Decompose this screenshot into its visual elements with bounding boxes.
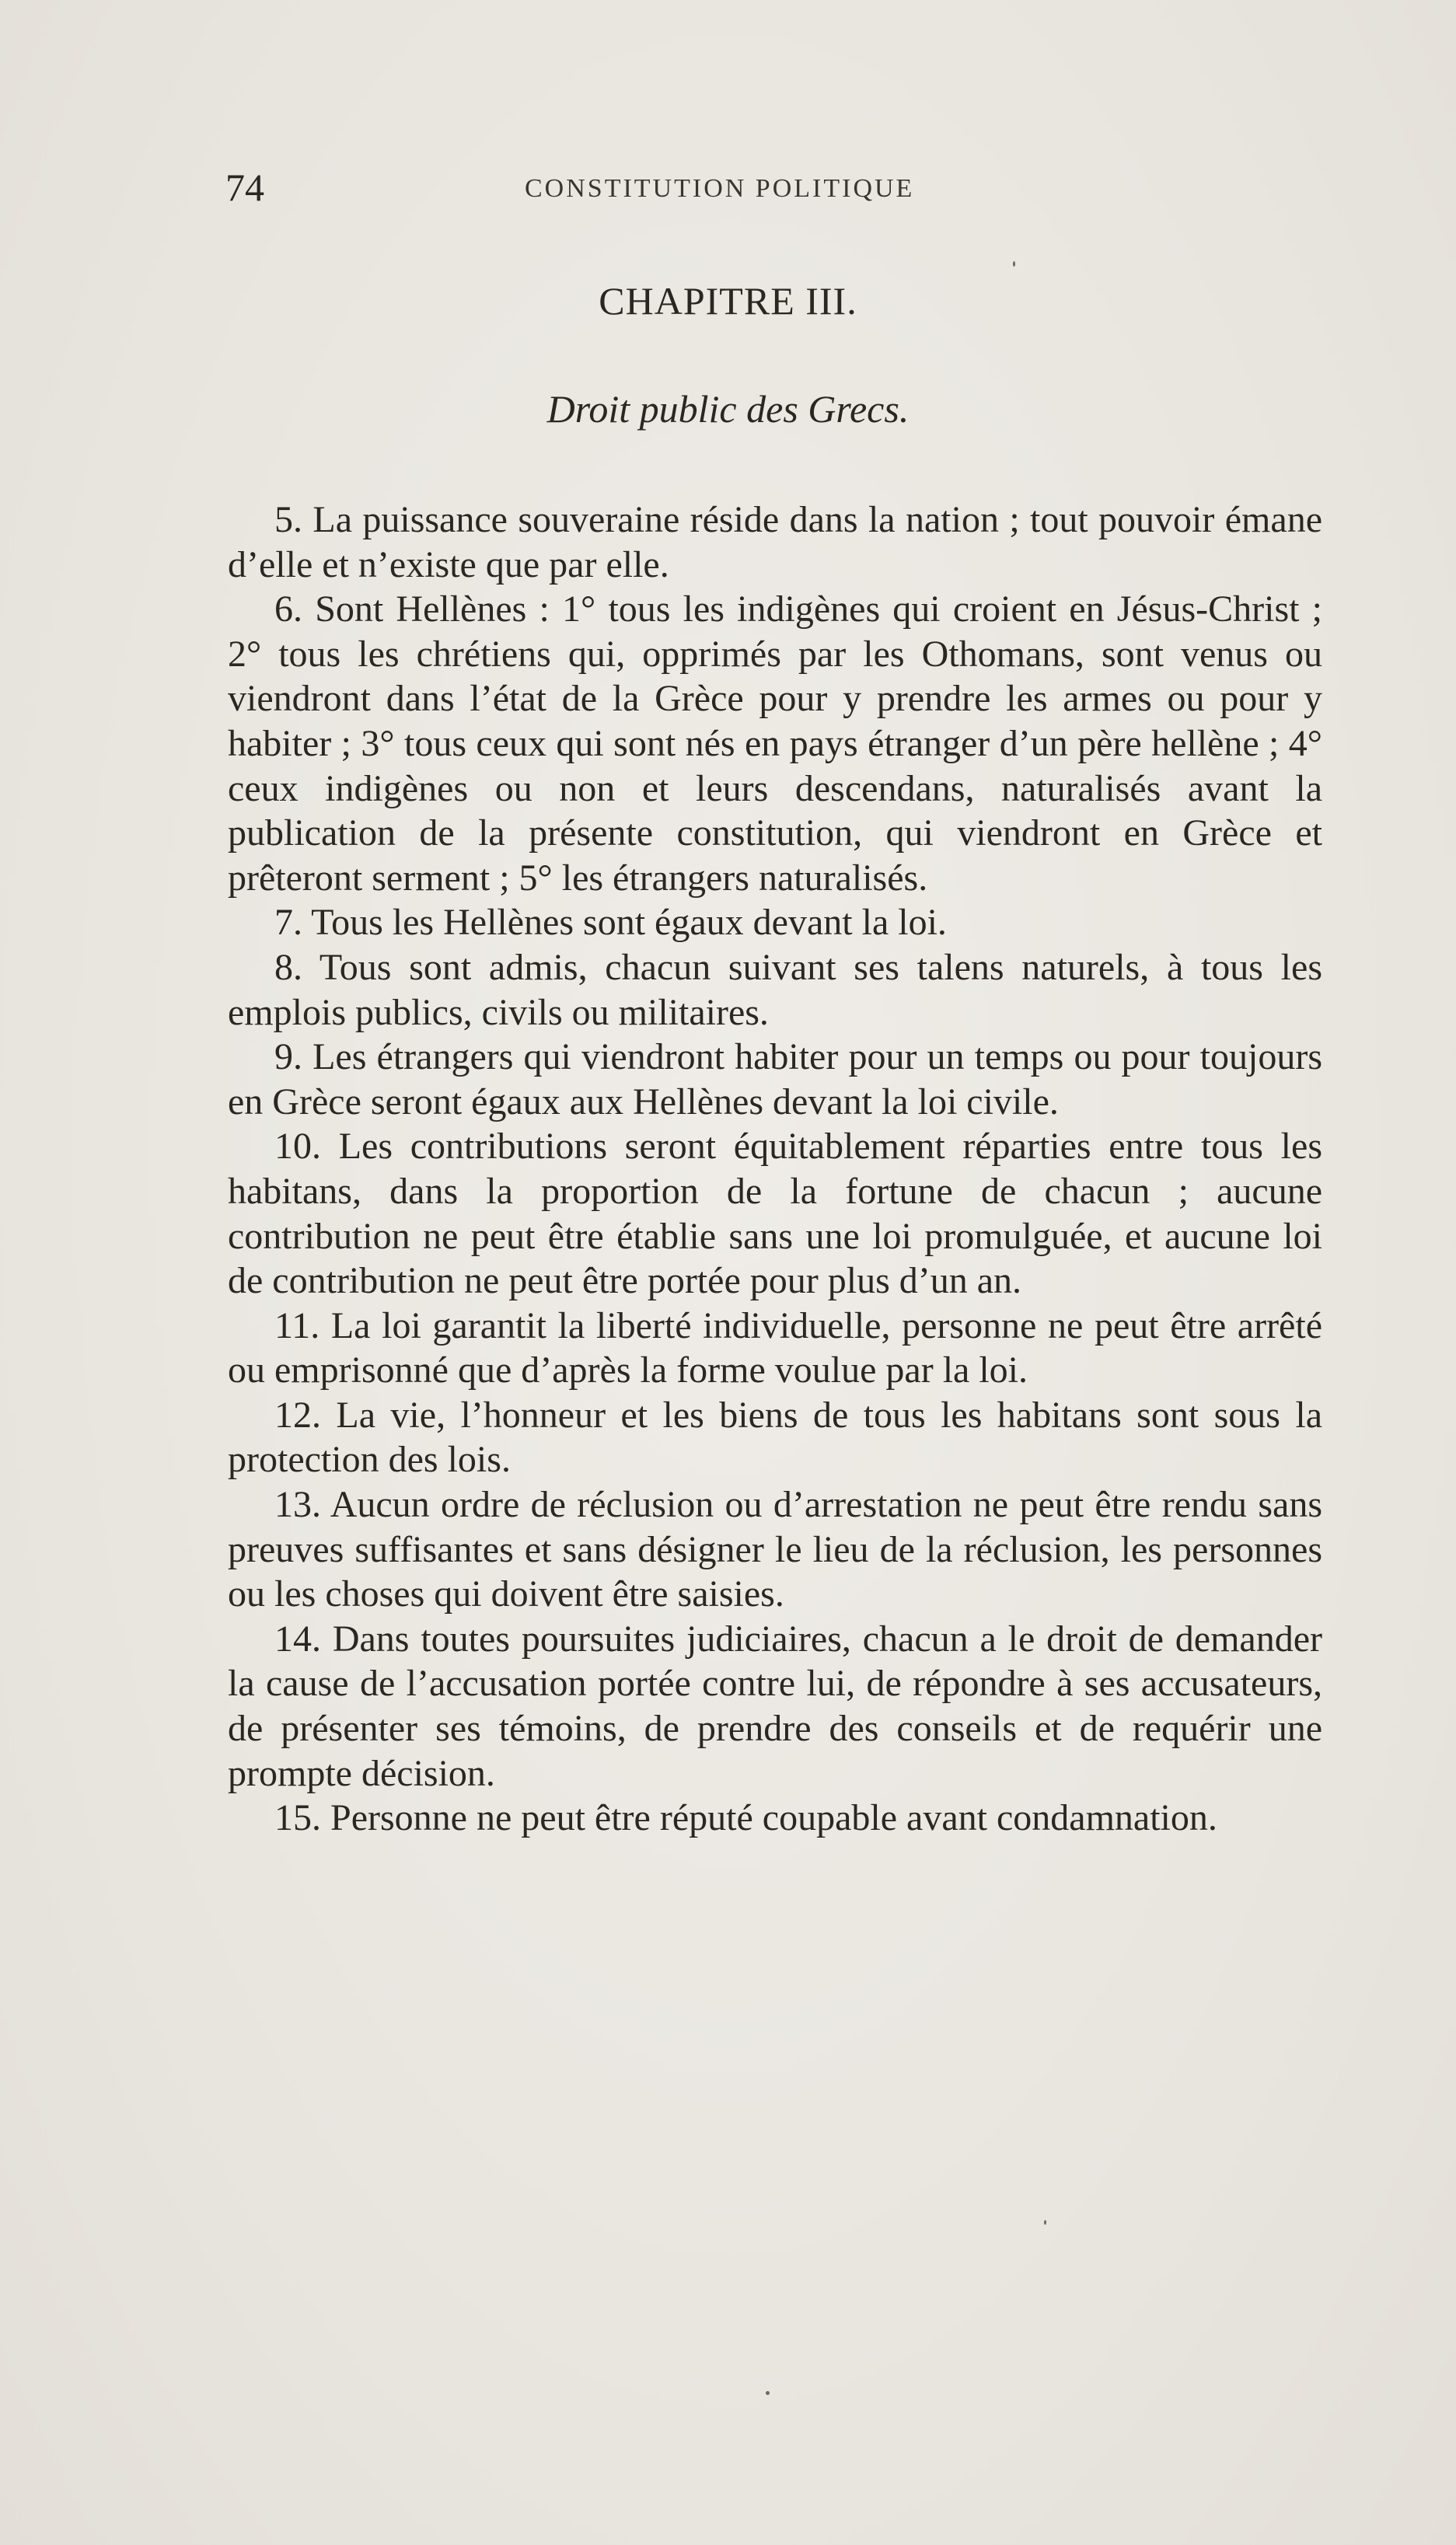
body-text <box>228 497 1322 1841</box>
page-number: 74 <box>225 166 264 209</box>
chapter-title: CHAPITRE III. <box>599 279 857 323</box>
chapter-subtitle: Droit public des Grecs. <box>546 387 910 431</box>
article-8: 8. Tous sont admis, chacun suivant ses talens naturels, à tous les emplois publics, civils ou militaires. <box>228 946 1322 1033</box>
article-15: 15. Personne ne peut être réputé coupable avant condamnation. <box>274 1797 1217 1839</box>
paper-speck <box>1013 261 1015 267</box>
article-14: 14. Dans toutes poursuites judiciaires, chacun a le droit de demander la cause de l’accusation portée contre lui, de répondre à ses accusateurs, de présenter ses témoins, de prendre des conseils et de requérir une prompte décision. <box>228 1618 1322 1794</box>
article-12: 12. La vie, l’honneur et les biens de tous les habitans sont sous la protection des lois. <box>228 1394 1322 1481</box>
paper-speck <box>1044 2220 1046 2225</box>
article-6: 6. Sont Hellènes : 1° tous les indigènes qui croient en Jésus-Christ ; 2° tous les chrétiens qui, opprimés par les Othomans, sont venus ou viendront dans l’état de la Grèce pour y prendre les armes ou pour y habiter ; 3° tous ceux qui sont nés en pays étranger d’un père hellène ; 4° ceux indigènes ou non et leurs descendans, naturalisés avant la publication de la présente constitution, qui viendront en Grèce et prêteront serment ; 5° les étrangers naturalisés. <box>228 588 1322 899</box>
article-5: 5. La puissance souveraine réside dans la nation ; tout pouvoir émane d’elle et n’existe que par elle. <box>228 499 1322 585</box>
article-7: 7. Tous les Hellènes sont égaux devant la loi. <box>274 902 947 944</box>
article-9: 9. Les étrangers qui viendront habiter pour un temps ou pour toujours en Grèce seront égaux aux Hellènes devant la loi civile. <box>228 1036 1322 1122</box>
article-11: 11. La loi garantit la liberté individuelle, personne ne peut être arrêté ou emprisonné que d’après la forme voulue par la loi. <box>228 1304 1322 1391</box>
paper-speck <box>766 2391 770 2395</box>
article-10: 10. Les contributions seront équitablement réparties entre tous les habitans, dans la proportion de la fortune de chacun ; aucune contribution ne peut être établie sans une loi promulguée, et aucune loi de contribution ne peut être portée pour plus d’un an. <box>228 1126 1322 1302</box>
running-head <box>225 165 1018 211</box>
running-title: CONSTITUTION POLITIQUE <box>525 174 915 203</box>
article-13: 13. Aucun ordre de réclusion ou d’arrestation ne peut être rendu sans preuves suffisantes et sans désigner le lieu de la réclusion, les personnes ou les choses qui doivent être saisies. <box>228 1484 1322 1615</box>
